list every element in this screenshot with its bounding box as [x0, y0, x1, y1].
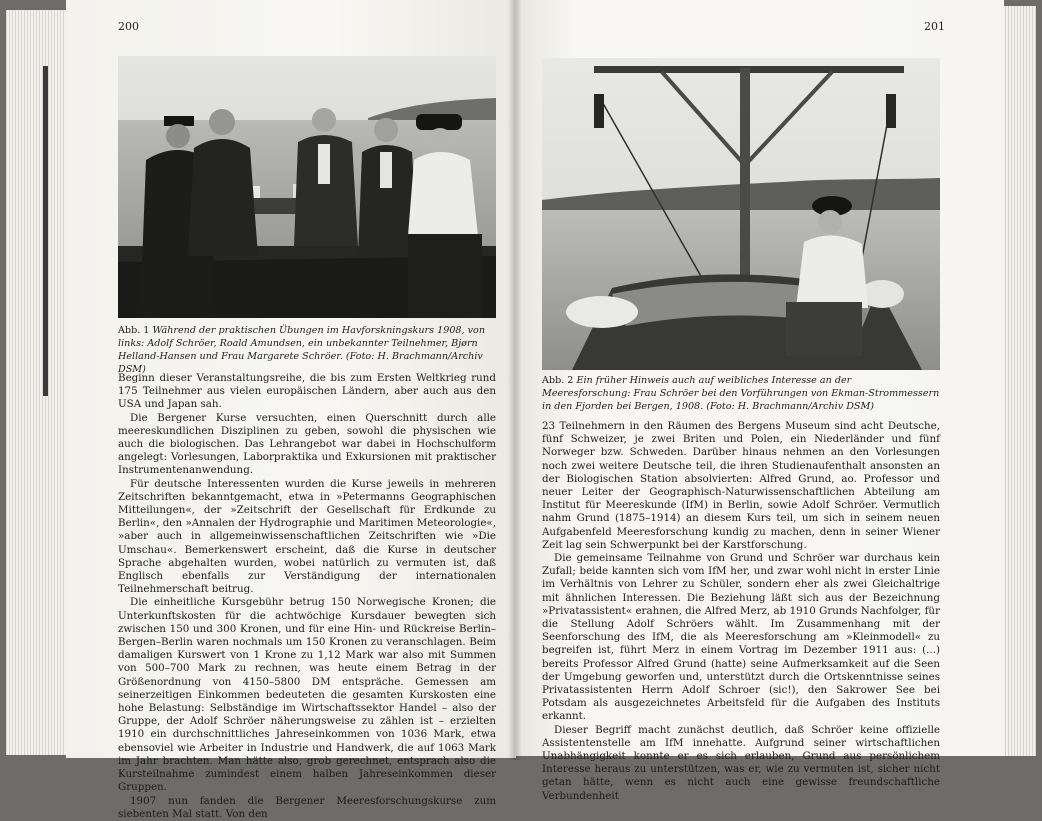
- page-edges-left: [6, 10, 66, 755]
- paragraph: Die einheitliche Kursgebühr betrug 150 Norwegische Kronen; die Unterkunftskosten für die achtwöchige Kursdauer bewegten sich zwischen 150 und 300 Kronen, und für eine Hin- und Rückreise Berlin–Bergen–Berlin waren nochmals um 150 Kronen zu veranschlagen. Beim damaligen Kurswert von 1 Krone zu 1,12 Mark war also mit Summen von 500–700 Mark zu rechnen, was heute einem Betrag in der Größenordnung von 4150–5800 DM entspräche. Gemessen am seinerzeitigen Einkommen bedeuteten die gesamten Kurskosten eine hohe Belastung: Selbständige im Wirtschaftssektor Handel – also der Gruppe, der Adolf Schröer näherungsweise zu zählen ist – erzielten 1910 ein durchschnittliches Jahreseinkommen von 1036 Mark, etwa ebensoviel wie Arbeiter in Industrie und Handwerk, die auf 1063 Mark im Jahr brachten. Man hätte also, grob gerechnet, entsprach also die Kursteilnahme zumindest einem halben Jahreseinkommen dieser Gruppen.: [118, 596, 496, 794]
- left-page: [66, 0, 516, 820]
- paragraph: 1907 nun fanden die Bergener Meeresforschungskurse zum siebenten Mal statt. Von den: [118, 794, 496, 820]
- paragraph: Die Bergener Kurse versuchten, einen Querschnitt durch alle meereskundlichen Disziplinen zu geben, sowohl die physischen wie auch die biologischen. Das Lehrangebot war dabei in Hochschulform angelegt: Vorlesungen, Laborpraktika und Exkursionen mit praktischer Instrumentenanwendung.: [118, 411, 496, 477]
- photo-caption-1: [118, 324, 496, 376]
- paragraph: Für deutsche Interessenten wurden die Kurse jeweils in mehreren Zeitschriften bekanntgemacht, etwa in »Petermanns Geographischen Mitteilungen«, der »Zeitschrift der Gesellschaft für Erdkunde zu Berlin«, den »Annalen der Hydrographie und Maritimen Meteorologie«, »aber auch in allgemeinwissenschaftlichen Zeitschriften wie »Die Umschau«. Bemerkenswert erscheint, daß die Kurse in deutscher Sprache abgehalten wurden, wobei natürlich zu vermuten ist, daß Englisch ebenfalls zur Verständigung der internationalen Teilnehmerschaft beitrug.: [118, 477, 496, 596]
- paragraph: 23 Teilnehmern in den Räumen des Bergens Museum sind acht Deutsche, fünf Schweizer, je zwei Briten und Polen, ein Niederländer und fünf Norweger bzw. Schweden. Darüber hinaus nehmen an den Vorlesungen noch zwei weitere Deutsche teil, die ihren Studienaufenthalt ansonsten an der Biologischen Station absolvierten: Alfred Grund, ao. Professor und neuer Leiter der Geographisch-Naturwissenschaftlichen Abteilung am Institut für Meereskunde (IfM) in Berlin, sowie Adolf Schröer. Vermutlich nahm Grund (1875–1914) an diesem Kurs teil, um sich in seinem neuen Aufgabenfeld Meeresforschung kundig zu machen, denn in seiner Wiener Zeit lag sein Schwerpunkt bei der Karstforschung.: [542, 420, 940, 551]
- book-spine-mark: [43, 66, 48, 396]
- body-text-right: [542, 420, 940, 803]
- caption-label-1: Abb. 1: [118, 325, 150, 336]
- photo-caption-2: [542, 374, 940, 413]
- caption-text-2: Ein früher Hinweis auch auf weibliches Interesse an der Meeresforschung: Frau Schröer bei den Vorführungen von Ekman-Strommessern in den Fjorden bei Bergen, 1908. (Foto: H. Brachmann/Archiv DSM): [542, 375, 940, 412]
- paragraph: Die gemeinsame Teilnahme von Grund und Schröer war durchaus kein Zufall; beide kannten sich vom IfM her, und zwar wohl nicht in erster Linie im Verhältnis von Lehrer zu Schüler, sondern eher als zwei Gleichaltrige mit ähnlichen Interessen. Die Beziehung läßt sich aus der Bezeichnung »Privatassistent« erahnen, die Alfred Merz, ab 1910 Grunds Nachfolger, für die Stellung Adolf Schröers wählt. Im Zusammenhang mit der Seenforschung des IfM, die als Meeresforschung am »Kleinmodell« zu begreifen ist, führt Merz in einem Vortrag im Dezember 1911 aus: (...) bereits Professor Alfred Grund (hatte) seine Aufmerksamkeit auf die Seen der Umgebung geworfen und, unterstützt durch die Ortskenntnisse seines Privatassistenten Herrn Adolf Schroer (sic!), den Sakrower See bei Potsdam als ausgezeichnetes Arbeitsfeld für die Aufgaben des Instituts erkannt.: [542, 552, 940, 723]
- paragraph: Dieser Begriff macht zunächst deutlich, daß Schröer keine offizielle Assistentenstelle am IfM innehatte. Aufgrund seiner wirtschaftlichen Unabhängigkeit konnte er es sich erlauben, Grund aus persönlichem Interesse heraus zu unterstützen, was er, wie zu vermuten ist, sicher nicht getan hätte, wenn es nicht auch eine gewisse freundschaftliche Verbundenheit: [542, 723, 940, 802]
- photo-rowboat-demonstration: [542, 58, 940, 370]
- page-number-right: 201: [924, 20, 945, 33]
- caption-text-1: Während der praktischen Übungen im Havforskningskurs 1908, von links: Adolf Schröer, Roald Amundsen, ein unbekannter Teilnehmer, Bjørn Helland-Hansen und Frau Margarete Schröer. (Foto: H. Brachmann/Archiv DSM): [118, 325, 485, 375]
- photo-course-participants: [118, 56, 496, 318]
- paragraph: Beginn dieser Veranstaltungsreihe, die bis zum Ersten Weltkrieg rund 175 Teilnehmer aus vielen europäischen Ländern, aber auch aus den USA und Japan sah.: [118, 372, 496, 411]
- book-gutter: [508, 0, 522, 760]
- right-page: [516, 0, 1004, 802]
- page-edges-right: [1000, 6, 1036, 756]
- body-text-left: [118, 372, 496, 821]
- caption-label-2: Abb. 2: [542, 375, 574, 386]
- page-number-left: 200: [118, 20, 139, 33]
